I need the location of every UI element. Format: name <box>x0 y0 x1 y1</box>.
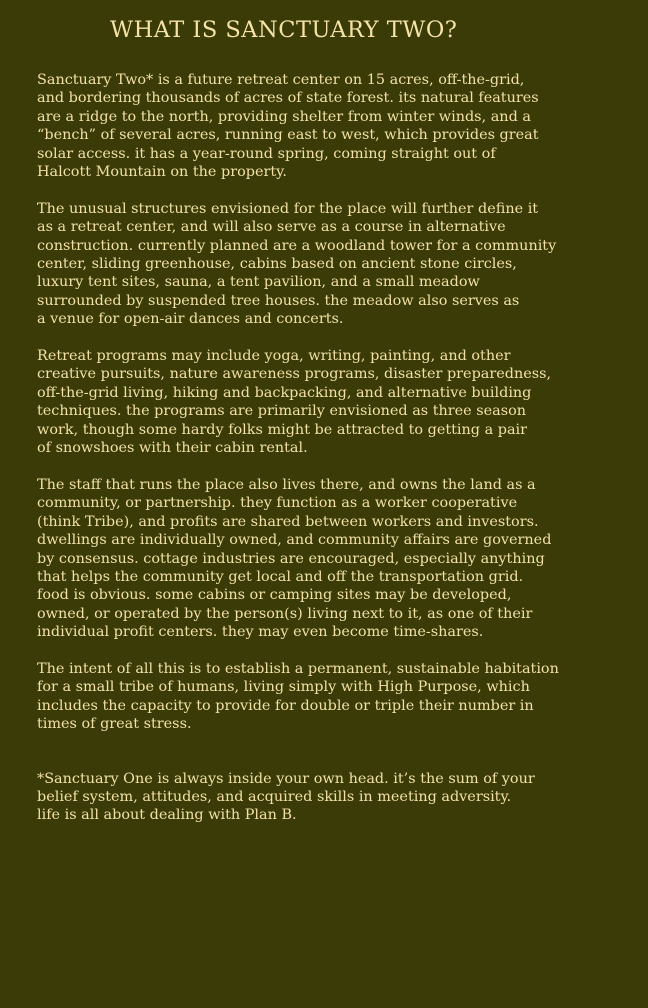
text-line: as a retreat center, and will also serve as a course in alternative <box>37 219 506 236</box>
text-line: construction. currently planned are a woodland tower for a community <box>37 237 557 254</box>
text-line: The unusual structures envisioned for the place will further define it <box>37 200 539 217</box>
paragraph-structures <box>37 200 628 329</box>
text-line: times of great stress. <box>37 716 192 733</box>
text-line: for a small tribe of humans, living simply with High Purpose, which <box>37 679 530 696</box>
paragraph-intent <box>37 660 628 734</box>
text-line: The intent of all this is to establish a permanent, sustainable habitation <box>37 660 559 677</box>
text-line: that helps the community get local and off the transportation grid. <box>37 568 524 585</box>
text-line: The staff that runs the place also lives there, and owns the land as a <box>37 476 536 493</box>
text-line: off-the-grid living, hiking and backpacking, and alternative building <box>37 384 532 401</box>
paragraph-staff <box>37 476 628 642</box>
paragraph-spacer <box>37 458 628 476</box>
text-line: (think Tribe), and profits are shared between workers and investors. <box>37 513 539 530</box>
text-line: luxury tent sites, sauna, a tent pavilion, and a small meadow <box>37 274 480 291</box>
text-line: owned, or operated by the person(s) living next to it, as one of their <box>37 605 533 622</box>
text-line: “bench” of several acres, running east to west, which provides great <box>37 127 539 144</box>
paragraph-spacer <box>37 181 628 199</box>
text-line: work, though some hardy folks might be attracted to getting a pair <box>37 421 528 438</box>
text-line: *Sanctuary One is always inside your own head. it’s the sum of your <box>37 770 535 787</box>
text-line: Halcott Mountain on the property. <box>37 164 287 181</box>
paragraph-programs <box>37 347 628 457</box>
paragraph-intro <box>37 71 628 181</box>
text-line: life is all about dealing with Plan B. <box>37 807 297 824</box>
text-line: food is obvious. some cabins or camping sites may be developed, <box>37 587 512 604</box>
text-line: individual profit centers. they may even become time-shares. <box>37 624 484 641</box>
text-line: dwellings are individually owned, and community affairs are governed <box>37 532 552 549</box>
text-line: solar access. it has a year-round spring, coming straight out of <box>37 145 496 162</box>
text-line: by consensus. cottage industries are encouraged, especially anything <box>37 550 545 567</box>
paragraph-spacer <box>37 329 628 347</box>
text-line: surrounded by suspended tree houses. the meadow also serves as <box>37 292 520 309</box>
text-line: Sanctuary Two* is a future retreat center on 15 acres, off-the-grid, <box>37 72 525 88</box>
text-line: includes the capacity to provide for double or triple their number in <box>37 697 534 714</box>
text-line: community, or partnership. they function as a worker cooperative <box>37 495 518 512</box>
paragraph-spacer <box>37 642 628 660</box>
footnote <box>37 770 628 825</box>
text-line: belief system, attitudes, and acquired skills in meeting adversity. <box>37 788 512 805</box>
text-line: of snowshoes with their cabin rental. <box>37 440 308 457</box>
footnote-spacer <box>37 734 628 770</box>
text-line: Retreat programs may include yoga, writing, painting, and other <box>37 348 511 365</box>
text-line: a venue for open-air dances and concerts. <box>37 311 344 328</box>
text-line: center, sliding greenhouse, cabins based on ancient stone circles, <box>37 256 517 273</box>
text-line: are a ridge to the north, providing shelter from winter winds, and a <box>37 108 531 125</box>
text-line: and bordering thousands of acres of state forest. its natural features <box>37 90 539 107</box>
text-line: techniques. the programs are primarily envisioned as three season <box>37 403 527 420</box>
text-line: creative pursuits, nature awareness programs, disaster preparedness, <box>37 366 552 383</box>
page-title: WHAT IS SANCTUARY TWO? <box>110 17 458 43</box>
